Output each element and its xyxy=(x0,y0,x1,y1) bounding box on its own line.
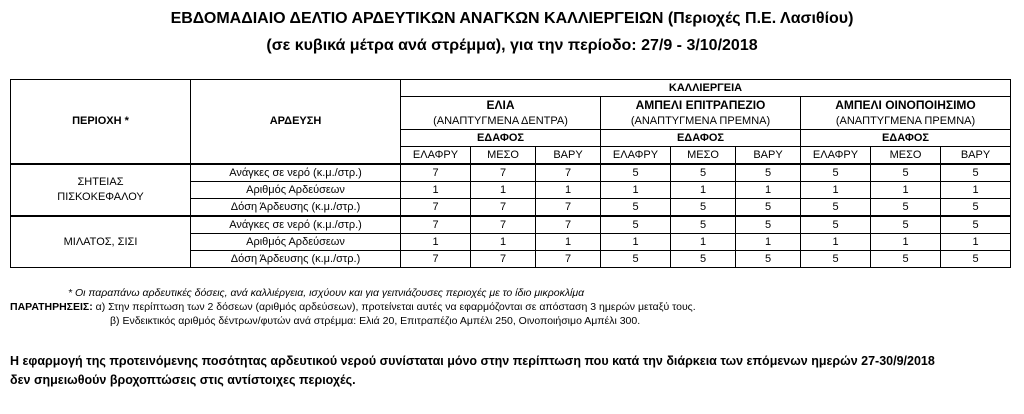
soil-type: ΜΕΣΟ xyxy=(871,147,941,165)
footnote: * Οι παραπάνω αρδευτικές δόσεις, ανά καλλιέργεια, ισχύουν και για γειτνιάζουσες περιοχές με το ίδιο μικροκλίμα xyxy=(68,287,585,299)
region-name: ΠΙΣΚΟΚΕΦΑΛΟΥ xyxy=(57,191,144,203)
crop-name: ΑΜΠΕΛΙ ΕΠΙΤΡΑΠΕΖΙΟ xyxy=(601,97,801,114)
soil-header: ΕΔΑΦΟΣ xyxy=(601,130,801,147)
remark-a: α) Στην περίπτωση των 2 δόσεων (αριθμός αρδεύσεων), προτείνεται αυτές να εφαρμόζονται σε απόσταση 3 ημερών μεταξύ τους. xyxy=(95,301,696,313)
value-cell: 5 xyxy=(671,216,736,234)
value-cell: 1 xyxy=(801,182,871,199)
soil-type: ΕΛΑΦΡΥ xyxy=(601,147,671,165)
soil-type: ΜΕΣΟ xyxy=(671,147,736,165)
value-cell: 5 xyxy=(871,199,941,217)
soil-header: ΕΔΑΦΟΣ xyxy=(401,130,601,147)
value-cell: 1 xyxy=(536,234,601,251)
remark-b: β) Ενδεικτικός αριθμός δέντρων/φυτών ανά στρέμμα: Ελιά 20, Επιτραπέζιο Αμπέλι 250, Οινοποιήσιμο Αμπέλι 300. xyxy=(110,315,641,327)
value-cell: 1 xyxy=(871,234,941,251)
irrigation-header: ΑΡΔΕΥΣΗ xyxy=(191,80,401,165)
crop-subtitle: (ΑΝΑΠΤΥΓΜΕΝΑ ΠΡΕΜΝΑ) xyxy=(601,113,801,130)
value-cell: 1 xyxy=(941,182,1011,199)
crops-header: ΚΑΛΛΙΕΡΓΕΙΑ xyxy=(401,80,1011,97)
value-cell: 1 xyxy=(401,182,471,199)
region-name: ΣΗΤΕΙΑΣ xyxy=(77,176,124,188)
final-note-line: δεν σημειωθούν βροχοπτώσεις στις αντίστοιχες περιοχές. xyxy=(10,373,356,387)
value-cell: 7 xyxy=(536,199,601,217)
value-cell: 1 xyxy=(941,234,1011,251)
remark-a-line xyxy=(10,300,696,314)
value-cell: 5 xyxy=(601,216,671,234)
soil-type: ΜΕΣΟ xyxy=(471,147,536,165)
value-cell: 5 xyxy=(671,251,736,268)
value-cell: 5 xyxy=(736,251,801,268)
value-cell: 5 xyxy=(801,216,871,234)
soil-type: ΕΛΑΦΡΥ xyxy=(801,147,871,165)
region-name: ΜΙΛΑΤΟΣ, ΣΙΣΙ xyxy=(63,235,138,248)
value-cell: 7 xyxy=(401,164,471,182)
value-cell: 1 xyxy=(471,182,536,199)
value-cell: 5 xyxy=(801,251,871,268)
region-cell xyxy=(11,164,191,216)
value-cell: 5 xyxy=(801,199,871,217)
value-cell: 7 xyxy=(536,164,601,182)
value-cell: 7 xyxy=(471,164,536,182)
value-cell: 5 xyxy=(801,164,871,182)
soil-type: ΒΑΡΥ xyxy=(536,147,601,165)
row-label: Αριθμός Αρδεύσεων xyxy=(191,182,401,199)
value-cell: 5 xyxy=(736,199,801,217)
value-cell: 5 xyxy=(671,164,736,182)
value-cell: 7 xyxy=(401,216,471,234)
report-title: ΕΒΔΟΜΑΔΙΑΙΟ ΔΕΛΤΙΟ ΑΡΔΕΥΤΙΚΩΝ ΑΝΑΓΚΩΝ ΚΑΛΛΙΕΡΓΕΙΩΝ (Περιοχές Π.Ε. Λασιθίου) xyxy=(170,10,854,27)
value-cell: 5 xyxy=(941,216,1011,234)
remarks-label: ΠΑΡΑΤΗΡΗΣΕΙΣ: xyxy=(10,301,93,313)
final-note-line: Η εφαρμογή της προτεινόμενης ποσότητας αρδευτικού νερού συνίσταται μόνο στην περίπτωση που κατά την διάρκεια των επόμενων ημερών 27-30/9/2018 xyxy=(10,354,935,368)
value-cell: 7 xyxy=(471,199,536,217)
value-cell: 5 xyxy=(871,216,941,234)
value-cell: 5 xyxy=(871,164,941,182)
value-cell: 7 xyxy=(401,199,471,217)
soil-type: ΕΛΑΦΡΥ xyxy=(401,147,471,165)
value-cell: 7 xyxy=(471,251,536,268)
value-cell: 1 xyxy=(871,182,941,199)
final-note xyxy=(10,352,1015,390)
value-cell: 1 xyxy=(671,234,736,251)
value-cell: 1 xyxy=(401,234,471,251)
report-subtitle: (σε κυβικά μέτρα ανά στρέμμα), για την περίοδο: 27/9 - 3/10/2018 xyxy=(266,37,758,54)
value-cell: 1 xyxy=(471,234,536,251)
crop-name: ΑΜΠΕΛΙ ΟΙΝΟΠΟΙΗΣΙΜΟ xyxy=(801,97,1011,114)
value-cell: 5 xyxy=(601,164,671,182)
value-cell: 1 xyxy=(671,182,736,199)
crop-name: ΕΛΙΑ xyxy=(401,97,601,114)
value-cell: 7 xyxy=(471,216,536,234)
table-row xyxy=(11,216,1011,234)
row-label: Δόση Άρδευσης (κ.μ./στρ.) xyxy=(191,199,401,217)
value-cell: 1 xyxy=(736,182,801,199)
row-label: Ανάγκες σε νερό (κ.μ./στρ.) xyxy=(191,216,401,234)
value-cell: 7 xyxy=(401,251,471,268)
value-cell: 5 xyxy=(941,164,1011,182)
crop-subtitle: (ΑΝΑΠΤΥΓΜΕΝΑ ΔΕΝΤΡΑ) xyxy=(401,113,601,130)
irrigation-table xyxy=(10,79,1011,268)
value-cell: 1 xyxy=(536,182,601,199)
value-cell: 7 xyxy=(536,216,601,234)
value-cell: 5 xyxy=(736,164,801,182)
row-label: Δόση Άρδευσης (κ.μ./στρ.) xyxy=(191,251,401,268)
value-cell: 5 xyxy=(941,251,1011,268)
value-cell: 1 xyxy=(601,234,671,251)
value-cell: 5 xyxy=(736,216,801,234)
table-row xyxy=(11,164,1011,182)
value-cell: 5 xyxy=(671,199,736,217)
value-cell: 1 xyxy=(736,234,801,251)
soil-type: ΒΑΡΥ xyxy=(941,147,1011,165)
value-cell: 7 xyxy=(536,251,601,268)
notes-section xyxy=(10,286,696,328)
value-cell: 5 xyxy=(941,199,1011,217)
value-cell: 5 xyxy=(601,199,671,217)
region-cell xyxy=(11,216,191,268)
crop-subtitle: (ΑΝΑΠΤΥΓΜΕΝΑ ΠΡΕΜΝΑ) xyxy=(801,113,1011,130)
value-cell: 5 xyxy=(871,251,941,268)
value-cell: 1 xyxy=(801,234,871,251)
region-header: ΠΕΡΙΟΧΗ * xyxy=(11,80,191,165)
row-label: Ανάγκες σε νερό (κ.μ./στρ.) xyxy=(191,164,401,182)
value-cell: 5 xyxy=(601,251,671,268)
value-cell: 1 xyxy=(601,182,671,199)
row-label: Αριθμός Αρδεύσεων xyxy=(191,234,401,251)
soil-type: ΒΑΡΥ xyxy=(736,147,801,165)
soil-header: ΕΔΑΦΟΣ xyxy=(801,130,1011,147)
